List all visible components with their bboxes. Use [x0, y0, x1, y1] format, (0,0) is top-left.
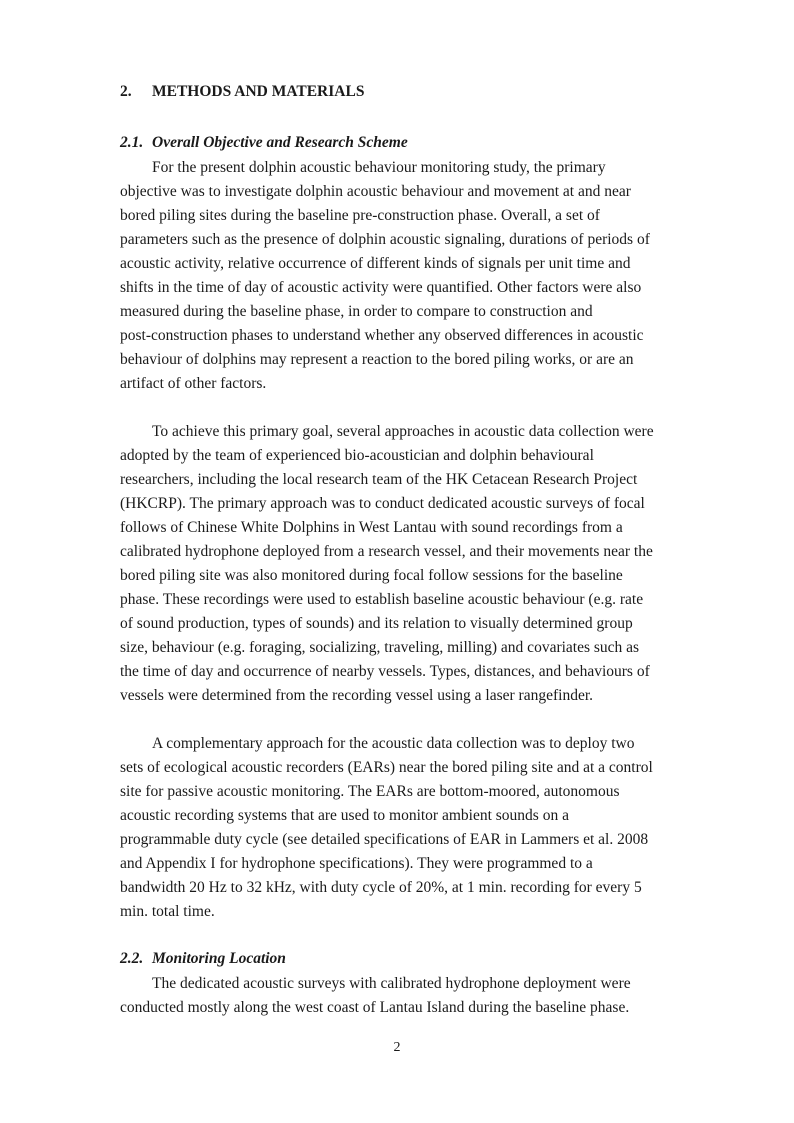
paragraph-line: objective was to investigate dolphin acoustic behaviour and movement at and near [120, 183, 631, 200]
paragraph-line: sets of ecological acoustic recorders (EARs) near the bored piling site and at a control [120, 759, 653, 776]
paragraph-line: adopted by the team of experienced bio-acoustician and dolphin behavioural [120, 447, 594, 464]
paragraph-line: post-construction phases to understand whether any observed differences in acoustic [120, 327, 644, 344]
paragraph-objective [120, 156, 680, 396]
paragraph-line: site for passive acoustic monitoring. The EARs are bottom-moored, autonomous [120, 783, 620, 800]
paragraph-line: programmable duty cycle (see detailed specifications of EAR in Lammers et al. 2008 [120, 831, 649, 848]
paragraph-line: min. total time. [120, 903, 215, 920]
paragraph-line: researchers, including the local research team of the HK Cetacean Research Project [120, 471, 638, 488]
paragraph-line: A complementary approach for the acoustic data collection was to deploy two [152, 735, 635, 752]
section-title: METHODS AND MATERIALS [152, 83, 365, 100]
paragraph-line: follows of Chinese White Dolphins in West Lantau with sound recordings from a [120, 519, 623, 536]
paragraph-line: bandwidth 20 Hz to 32 kHz, with duty cycle of 20%, at 1 min. recording for every 5 [120, 879, 642, 896]
paragraph-complementary [120, 732, 680, 924]
paragraph-line: vessels were determined from the recording vessel using a laser rangefinder. [120, 687, 594, 704]
paragraph-line: phase. These recordings were used to establish baseline acoustic behaviour (e.g. rate [120, 591, 644, 608]
paragraph-line: bored piling site was also monitored during focal follow sessions for the baseline [120, 567, 623, 584]
subsection-title: Overall Objective and Research Scheme [152, 134, 408, 151]
paragraph-line: the time of day and occurrence of nearby vessels. Types, distances, and behaviours of [120, 663, 650, 680]
paragraph-line: and Appendix I for hydrophone specifications). They were programmed to a [120, 855, 593, 872]
paragraph-line: parameters such as the presence of dolphin acoustic signaling, durations of periods of [120, 231, 650, 248]
section-heading [120, 83, 364, 101]
paragraph-line: behaviour of dolphins may represent a reaction to the bored piling works, or are an [120, 351, 634, 368]
subsection-title: Monitoring Location [152, 950, 286, 967]
paragraph-line: size, behaviour (e.g. foraging, socializing, traveling, milling) and covariates such as [120, 639, 640, 656]
paragraph-line: (HKCRP). The primary approach was to conduct dedicated acoustic surveys of focal [120, 495, 645, 512]
paragraph-line: acoustic activity, relative occurrence of different kinds of signals per unit time and [120, 255, 631, 272]
subsection-number: 2.2. [120, 950, 144, 967]
paragraph-line: calibrated hydrophone deployed from a research vessel, and their movements near the [120, 543, 653, 560]
paragraph-approaches [120, 420, 680, 708]
paragraph-location [120, 972, 680, 1020]
paragraph-line: shifts in the time of day of acoustic activity were quantified. Other factors were also [120, 279, 642, 296]
paragraph-line: acoustic recording systems that are used to monitor ambient sounds on a [120, 807, 569, 824]
paragraph-line: For the present dolphin acoustic behaviour monitoring study, the primary [152, 159, 606, 176]
paragraph-line: To achieve this primary goal, several approaches in acoustic data collection were [152, 423, 654, 440]
subsection-heading-overall-objective [120, 134, 408, 152]
section-number: 2. [120, 83, 132, 100]
page-number: 2 [393, 1040, 401, 1055]
subsection-number: 2.1. [120, 134, 144, 151]
paragraph-line: bored piling sites during the baseline pre-construction phase. Overall, a set of [120, 207, 600, 224]
paragraph-line: The dedicated acoustic surveys with calibrated hydrophone deployment were [152, 975, 631, 992]
paragraph-line: conducted mostly along the west coast of Lantau Island during the baseline phase. [120, 999, 630, 1016]
subsection-heading-monitoring-location [120, 950, 286, 968]
paragraph-line: artifact of other factors. [120, 375, 267, 392]
paragraph-line: of sound production, types of sounds) and its relation to visually determined group [120, 615, 633, 632]
paragraph-line: measured during the baseline phase, in order to compare to construction and [120, 303, 593, 320]
